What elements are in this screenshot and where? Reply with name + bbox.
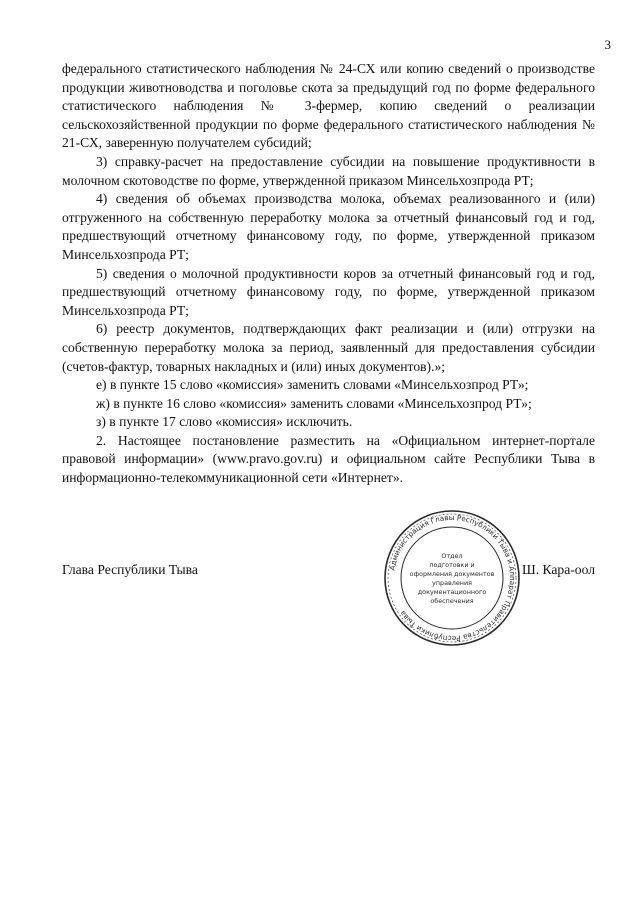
paragraph-item-4: 4) сведения об объемах производства молока, объемах реализованного и (или) отгруженного на собственную переработку молока за отчетный финансовый год и год, предшествующий отчетному финансовому году, по форме, утвержденной приказом Минсельхозпрода РТ;: [62, 191, 595, 262]
seal-inner-line: Отдел: [441, 552, 463, 560]
seal-ring-text: Администрация Главы Республики Тыва и Аппарат Правительства Республики Тыва: [387, 512, 518, 644]
page-number: 3: [604, 37, 611, 52]
seal-inner-line: обеспечения: [430, 597, 474, 605]
paragraph-continuation: федерального статистического наблюдения № 24-СХ или копию сведений о производстве продукции животноводства и поголовье скота за предыдущий год по форме федерального статистического наблюдения № 3-фермер, копию сведений о реализации сельскохозяйственной продукции по форме федерального статистического наблюдения № 21-СХ, заверенную получателем субсидий;: [62, 61, 595, 151]
seal-inner-line: управления: [432, 579, 472, 587]
paragraph-point-2: 2. Настоящее постановление разместить на «Официальном интернет-портале правовой информации» (www.pravo.gov.ru) и официальном сайте Республики Тыва в информационно-телекоммуникационной сети «Интернет».: [62, 432, 595, 486]
paragraph-item-zh: ж) в пункте 16 слово «комиссия» заменить словами «Минсельхозпрод РТ»;: [96, 395, 532, 411]
signatory-name: Ш. Кара-оол: [522, 562, 595, 577]
paragraph-item-5: 5) сведения о молочной продуктивности коров за отчетный финансовый год и год, предшествующий отчетному финансовому году, по форме, утвержденной приказом Минсельхозпрода РТ;: [62, 265, 595, 318]
seal-inner-line: подготовки и: [429, 561, 475, 569]
paragraph-item-3: 3) справку-расчет на предоставление субсидии на повышение продуктивности в молочном скотоводстве по форме, утвержденной приказом Минсельхозпрода РТ;: [62, 153, 595, 188]
signatory-position: Глава Республики Тыва: [62, 562, 198, 577]
paragraph-item-z: з) в пункте 17 слово «комиссия» исключить.: [96, 414, 353, 430]
seal-outer-ring: [385, 511, 519, 645]
official-seal: [382, 508, 522, 648]
paragraph-item-6: 6) реестр документов, подтверждающих факт реализации и (или) отгрузки на собственную переработку молока за период, заявленный для предоставления субсидии (счетов-фактур, товарных накладных и (или) иных документов).»;: [62, 321, 595, 374]
document-body: [62, 60, 595, 488]
paragraph-item-e: е) в пункте 15 слово «комиссия» заменить словами «Минсельхозпрод РТ»;: [96, 377, 529, 393]
seal-inner-line: оформления документов: [409, 570, 495, 578]
seal-inner-line: документационного: [417, 588, 487, 596]
seal-inner-ring: [401, 527, 503, 629]
